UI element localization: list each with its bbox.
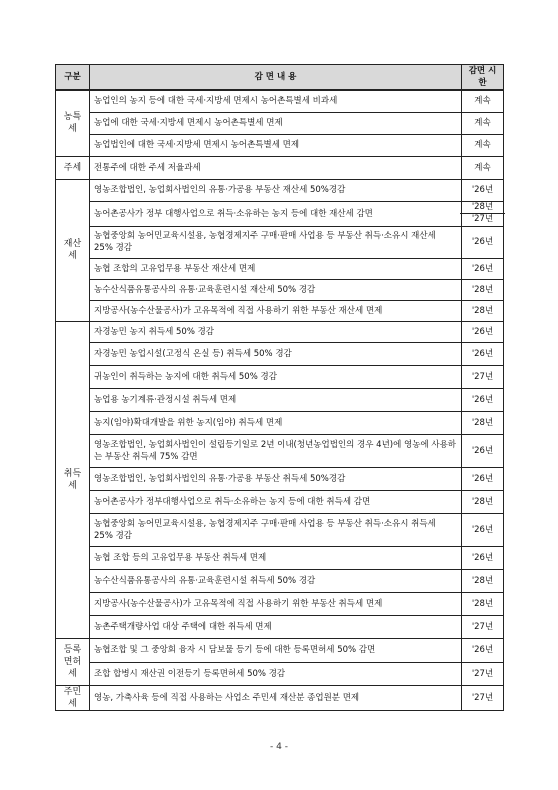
deadline-cell: 계속 <box>462 90 504 112</box>
deadline-cell: '28년 <box>462 490 504 513</box>
deadline-split-bottom: '27년 <box>471 214 494 224</box>
page-number: - 4 - <box>270 742 288 752</box>
content-cell: 농협조합 및 그 중앙회 융자 시 담보물 등기 등에 대한 등록면허세 50% 감면 <box>90 638 462 662</box>
table-row <box>56 615 504 638</box>
table-row <box>56 388 504 411</box>
table-row <box>56 467 504 490</box>
table-row <box>56 434 504 467</box>
table-row <box>56 134 504 156</box>
table-row <box>56 201 504 226</box>
content-cell: 농촌주택개량사업 대상 주택에 대한 취득세 면제 <box>90 615 462 638</box>
category-cell: 주세 <box>56 156 90 179</box>
deadline-cell: '26년 <box>462 388 504 411</box>
content-cell: 농협 조합 등의 고유업무용 부동산 취득세 면제 <box>90 546 462 569</box>
deadline-cell: '26년 <box>462 321 504 342</box>
content-cell: 자경농민 농업시설(고정식 온실 등) 취득세 50% 경감 <box>90 342 462 365</box>
content-cell: 영농조합법인, 농업회사법인의 유통·가공용 부동산 취득세 50%경감 <box>90 467 462 490</box>
deadline-cell-split <box>462 201 504 226</box>
header-content: 감 면 내 용 <box>90 65 462 91</box>
deadline-cell: '26년 <box>462 546 504 569</box>
table-row <box>56 342 504 365</box>
table-row <box>56 685 504 710</box>
content-cell: 농업인의 농지 등에 대한 국세·지방세 면제시 농어촌특별세 비과세 <box>90 90 462 112</box>
deadline-cell: '26년 <box>462 467 504 490</box>
deadline-cell: '27년 <box>462 365 504 388</box>
table-row <box>56 592 504 615</box>
table-row <box>56 258 504 279</box>
content-cell: 농어촌공사가 정부 대행사업으로 취득·소유하는 농지 등에 대한 재산세 감면 <box>90 201 462 226</box>
tax-reduction-table <box>55 64 504 711</box>
deadline-cell: '28년 <box>462 279 504 300</box>
category-cell: 등록 면허세 <box>56 638 90 685</box>
deadline-cell: '26년 <box>462 179 504 201</box>
category-cell: 재산세 <box>56 179 90 321</box>
content-cell: 지방공사(농수산물공사)가 고유목적에 직접 사용하기 위한 부동산 취득세 면제 <box>90 592 462 615</box>
table-row <box>56 156 504 179</box>
table-row <box>56 638 504 662</box>
deadline-cell: '26년 <box>462 513 504 546</box>
table-row <box>56 226 504 258</box>
table-row <box>56 513 504 546</box>
content-cell: 지방공사(농수산물공사)가 고유목적에 직접 사용하기 위한 부동산 재산세 면제 <box>90 300 462 321</box>
content-cell: 농업에 대한 국세·지방세 면제시 농어촌특별세 면제 <box>90 112 462 134</box>
deadline-cell: '27년 <box>462 662 504 685</box>
deadline-split-top: '28년 <box>460 202 505 214</box>
table-row <box>56 90 504 112</box>
table-row <box>56 546 504 569</box>
table-row <box>56 490 504 513</box>
deadline-cell: '26년 <box>462 258 504 279</box>
deadline-cell: 계속 <box>462 134 504 156</box>
deadline-cell: '26년 <box>462 638 504 662</box>
table-body <box>56 90 504 710</box>
table-row <box>56 662 504 685</box>
deadline-cell: '28년 <box>462 300 504 321</box>
content-cell: 농협 조합의 고유업무용 부동산 재산세 면제 <box>90 258 462 279</box>
content-cell: 조합 합병시 재산권 이전등기 등록면허세 50% 경감 <box>90 662 462 685</box>
content-cell: 농업법인에 대한 국세·지방세 면제시 농어촌특별세 면제 <box>90 134 462 156</box>
deadline-cell: '26년 <box>462 342 504 365</box>
deadline-cell: '28년 <box>462 411 504 434</box>
table-row <box>56 411 504 434</box>
content-cell: 농어촌공사가 정부대행사업으로 취득·소유하는 농지 등에 대한 취득세 감면 <box>90 490 462 513</box>
deadline-cell: '28년 <box>462 569 504 592</box>
table-row <box>56 569 504 592</box>
content-cell: 귀농인이 취득하는 농지에 대한 취득세 50% 경감 <box>90 365 462 388</box>
table-row <box>56 321 504 342</box>
content-cell: 농업용 농기계류·관정시설 취득세 면제 <box>90 388 462 411</box>
category-cell: 농특세 <box>56 90 90 156</box>
content-cell: 농지(임야)확대개발을 위한 농지(임야) 취득세 면제 <box>90 411 462 434</box>
table-row <box>56 365 504 388</box>
content-cell: 전통주에 대한 주세 저율과세 <box>90 156 462 179</box>
table-row <box>56 300 504 321</box>
deadline-cell: '26년 <box>462 226 504 258</box>
content-cell: 농수산식품유통공사의 유통·교육훈련시설 재산세 50% 경감 <box>90 279 462 300</box>
content-cell: 자경농민 농지 취득세 50% 경감 <box>90 321 462 342</box>
deadline-cell: '27년 <box>462 615 504 638</box>
category-cell: 주민세 <box>56 685 90 710</box>
category-cell: 취득세 <box>56 321 90 638</box>
table-row <box>56 112 504 134</box>
content-cell: 농협중앙회 농어민교육시설용, 농협경제지주 구매·판매 사업용 등 부동산 취득·소유시 취득세 25% 경감 <box>90 513 462 546</box>
table-header-row <box>56 65 504 91</box>
table-row <box>56 179 504 201</box>
deadline-cell: '26년 <box>462 434 504 467</box>
header-deadline: 감면 시한 <box>462 65 504 91</box>
content-cell: 농협중앙회 농어민교육시설용, 농협경제지주 구매·판매 사업용 등 부동산 취득·소유시 재산세 25% 경감 <box>90 226 462 258</box>
deadline-cell: 계속 <box>462 112 504 134</box>
content-cell: 영농조합법인, 농업회사법인의 유통·가공용 부동산 재산세 50%경감 <box>90 179 462 201</box>
deadline-cell: '28년 <box>462 592 504 615</box>
deadline-cell: 계속 <box>462 156 504 179</box>
content-cell: 영농, 가축사육 등에 직접 사용하는 사업소 주민세 재산분 종업원분 면제 <box>90 685 462 710</box>
table-row <box>56 279 504 300</box>
content-cell: 영농조합법인, 농업회사법인이 설립등기일로 2년 이내(청년농업법인의 경우 4년)에 영농에 사용하는 부동산 취득세 75% 감면 <box>90 434 462 467</box>
deadline-cell: '27년 <box>462 685 504 710</box>
header-category: 구분 <box>56 65 90 91</box>
content-cell: 농수산식품유통공사의 유통·교육훈련시설 취득세 50% 경감 <box>90 569 462 592</box>
